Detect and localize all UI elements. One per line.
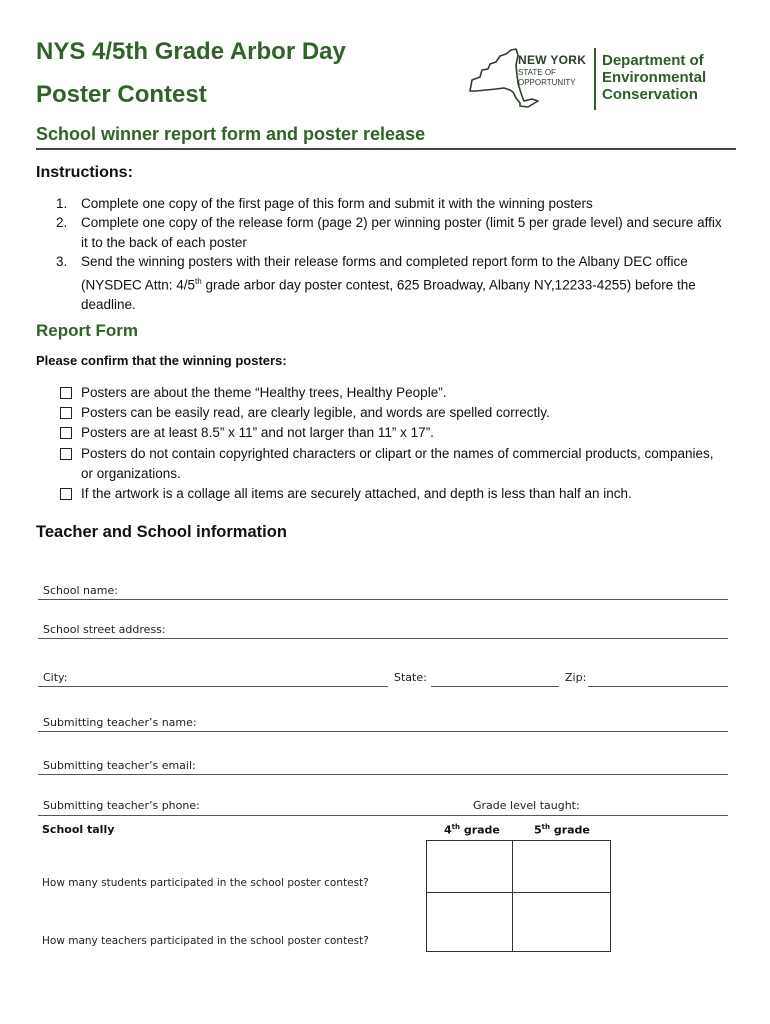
grade4-suffix: th <box>451 823 460 831</box>
instruction-text-part2: grade arbor day poster contest, 625 Broadway, Albany NY,12233-4255) before the deadline. <box>81 277 696 312</box>
students-grade4-cell[interactable] <box>427 841 512 892</box>
instruction-item <box>56 194 726 213</box>
instruction-number: 1. <box>56 196 68 211</box>
checklist-item <box>58 423 728 443</box>
teacher-email-label: Submitting teacher’s email: <box>43 759 196 772</box>
grade5-label: grade <box>550 823 590 837</box>
header-divider <box>36 148 736 150</box>
checklist-text: If the artwork is a collage all items are securely attached, and depth is less than half an inch. <box>81 486 632 502</box>
zip-label: Zip: <box>565 671 587 684</box>
instruction-item <box>56 213 726 252</box>
city-field[interactable] <box>38 686 388 687</box>
instruction-number: 3. <box>56 254 68 270</box>
students-participated-question: How many students participated in the school poster contest? <box>42 877 369 889</box>
checkbox[interactable] <box>60 448 72 460</box>
checkbox[interactable] <box>60 387 72 399</box>
report-form-heading: Report Form <box>36 321 138 340</box>
teachers-participated-question: How many teachers participated in the school poster contest? <box>42 935 369 947</box>
grade5-column-header <box>534 823 590 837</box>
state-label: State: <box>394 671 427 684</box>
checkbox[interactable] <box>60 488 72 500</box>
logo-divider <box>594 48 596 110</box>
checklist-text: Posters do not contain copyrighted characters or clipart or the names of commercial products, companies, or organizations. <box>81 445 714 481</box>
logo-department-name <box>602 52 706 103</box>
instructions-heading: Instructions: <box>36 164 133 181</box>
instruction-text: Complete one copy of the first page of this form and submit it with the winning posters <box>81 196 593 211</box>
street-address-label: School street address: <box>43 623 166 636</box>
page-title-line1: NYS 4/5th Grade Arbor Day <box>36 38 346 65</box>
teacher-phone-field[interactable] <box>38 815 728 816</box>
checklist-item <box>58 403 728 423</box>
grade4-column-header <box>444 823 500 837</box>
school-tally-heading: School tally <box>42 823 115 836</box>
teacher-school-heading: Teacher and School information <box>36 523 287 541</box>
checklist-item <box>58 484 728 504</box>
grade5-suffix: th <box>541 823 550 831</box>
checklist-item <box>58 383 728 403</box>
form-subtitle: School winner report form and poster release <box>36 124 426 144</box>
teachers-grade5-cell[interactable] <box>513 893 610 951</box>
nys-dec-logo <box>466 44 726 114</box>
state-field[interactable] <box>431 686 559 687</box>
instruction-text-part1: Send the winning posters with their release forms and completed report form to the Albany DEC office (NYSDEC Attn: 4/5 <box>81 254 688 293</box>
logo-state-name: NEW YORK <box>518 53 587 67</box>
grade5-number: 5 <box>534 823 542 837</box>
logo-dept-line3: Conservation <box>602 86 698 103</box>
checkbox[interactable] <box>60 427 72 439</box>
grade4-label: grade <box>460 823 500 837</box>
checklist-text: Posters can be easily read, are clearly legible, and words are spelled correctly. <box>81 405 550 421</box>
page-title-line2: Poster Contest <box>36 81 207 108</box>
teacher-name-field[interactable] <box>38 731 728 732</box>
instruction-item <box>56 252 726 314</box>
street-address-field[interactable] <box>38 638 728 639</box>
checklist-text: Posters are at least 8.5” x 11” and not larger than 11” x 17”. <box>81 425 434 441</box>
teacher-email-field[interactable] <box>38 774 728 775</box>
teachers-grade4-cell[interactable] <box>427 893 512 951</box>
logo-dept-line2: Environmental <box>602 69 707 86</box>
grade4-number: 4 <box>444 823 452 837</box>
checkbox[interactable] <box>60 407 72 419</box>
logo-state-tagline: STATE OF OPPORTUNITY <box>518 68 576 87</box>
checklist-item <box>58 444 728 484</box>
logo-dept-line1: Department of <box>602 52 704 69</box>
city-label: City: <box>43 671 68 684</box>
confirmation-checklist <box>58 383 728 504</box>
teacher-name-label: Submitting teacher’s name: <box>43 716 197 729</box>
teacher-phone-label: Submitting teacher’s phone: <box>43 799 200 812</box>
instruction-number: 2. <box>56 215 68 231</box>
grade-level-label: Grade level taught: <box>473 799 580 812</box>
confirm-heading: Please confirm that the winning posters: <box>36 353 287 368</box>
school-name-label: School name: <box>43 584 118 597</box>
instruction-text: Complete one copy of the release form (page 2) per winning poster (limit 5 per grade level) and secure affix it to the back of each poster <box>81 215 722 250</box>
zip-field[interactable] <box>588 686 728 687</box>
checklist-text: Posters are about the theme “Healthy trees, Healthy People”. <box>81 385 447 400</box>
students-grade5-cell[interactable] <box>513 841 610 892</box>
instruction-superscript: th <box>195 276 202 286</box>
instructions-list <box>56 194 726 314</box>
school-name-field[interactable] <box>38 599 728 600</box>
tally-table <box>426 840 611 952</box>
